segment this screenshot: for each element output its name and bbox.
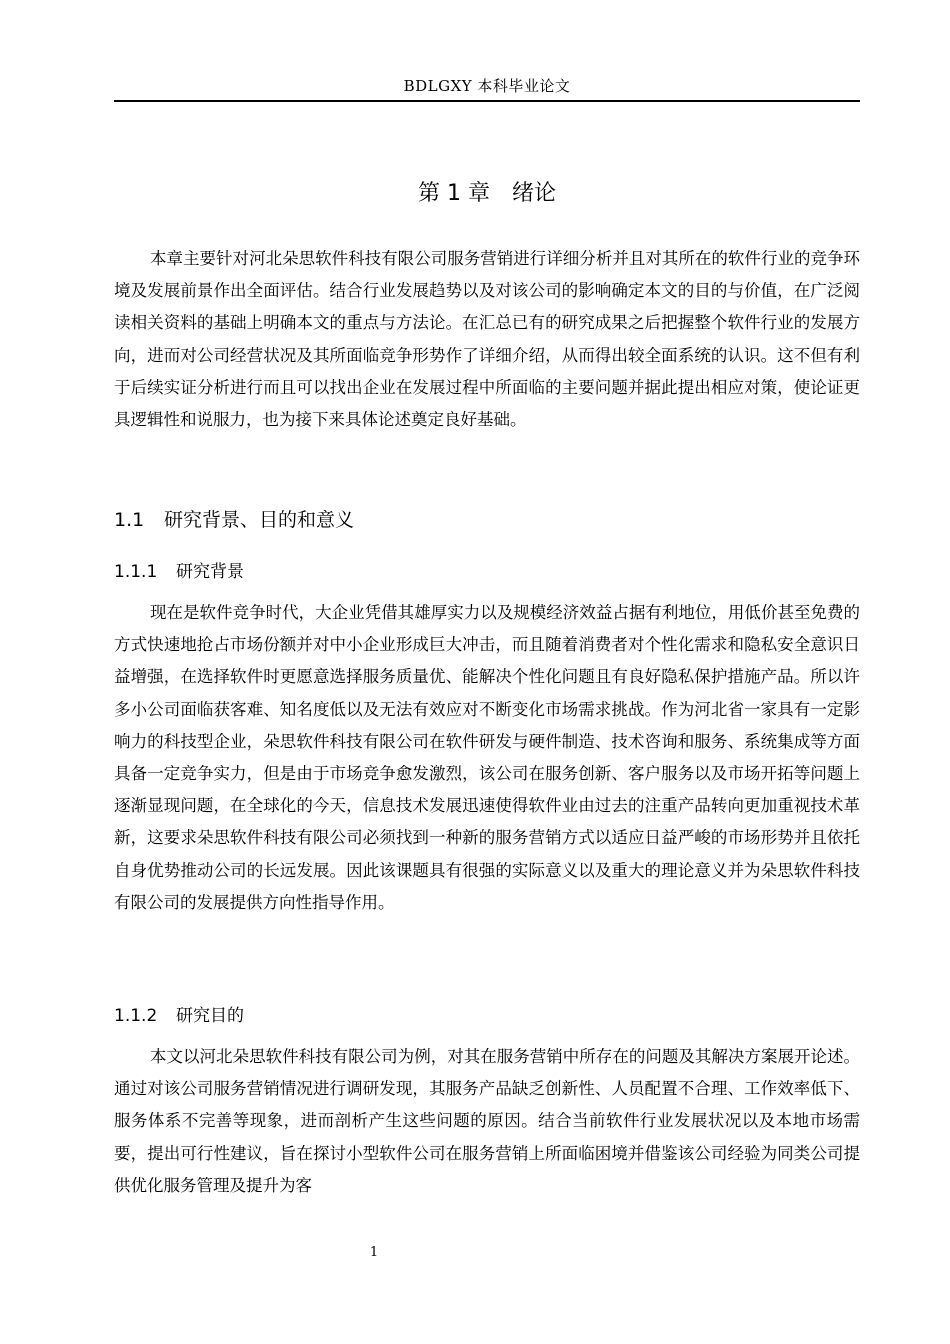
section-number: 1.1.2	[114, 1006, 158, 1026]
running-header: BDLGXY 本科毕业论文	[403, 77, 571, 95]
chapter-title-text: 绪论	[511, 181, 556, 206]
section-title: 研究背景、目的和意义	[164, 509, 355, 531]
section-heading-1-1-1	[114, 559, 860, 585]
chapter-title	[114, 178, 860, 210]
header-rule	[114, 100, 860, 102]
chapter-number: 第 1 章	[418, 181, 490, 206]
section-title: 研究目的	[176, 1006, 244, 1026]
intro-paragraph: 本章主要针对河北朵思软件科技有限公司服务营销进行详细分析并且对其所在的软件行业的竞争环境及发展前景作出全面评估。结合行业发展趋势以及对该公司的影响确定本文的目的与价值，在广泛阅读相关资料的基础上明确本文的重点与方法论。在汇总已有的研究成果之后把握整个软件行业的发展方向，进而对公司经营状况及其所面临竞争形势作了详细介绍，从而得出较全面系统的认识。这不但有利于后续实证分析进行而且可以找出企业在发展过程中所面临的主要问题并据此提出相应对策，使论证更具逻辑性和说服力，也为接下来具体论述奠定良好基础。	[114, 249, 860, 430]
background-paragraph: 现在是软件竞争时代，大企业凭借其雄厚实力以及规模经济效益占据有利地位，用低价甚至免费的方式快速地抢占市场份额并对中小企业形成巨大冲击，而且随着消费者对个性化需求和隐私安全意识日益增强，在选择软件时更愿意选择服务质量优、能解决个性化问题且有良好隐私保护措施产品。所以许多小公司面临获客难、知名度低以及无法有效应对不断变化市场需求挑战。作为河北省一家具有一定影响力的科技型企业，朵思软件科技有限公司在软件研发与硬件制造、技术咨询和服务、系统集成等方面具备一定竞争实力，但是由于市场竞争愈发激烈，该公司在服务创新、客户服务以及市场开拓等问题上逐渐显现问题，在全球化的今天，信息技术发展迅速使得软件业由过去的注重产品转向更加重视技术革新，这要求朵思软件科技有限公司必须找到一种新的服务营销方式以适应日益严峻的市场形势并且依托自身优势推动公司的长远发展。因此该课题具有很强的实际意义以及重大的理论意义并为朵思软件科技有限公司的发展提供方向性指导作用。	[114, 603, 860, 912]
section-title: 研究背景	[176, 562, 244, 582]
section-number: 1.1.1	[114, 562, 158, 582]
page-number: 1	[369, 1245, 379, 1260]
section-heading-1-1-2	[114, 1003, 860, 1029]
section-number: 1.1	[114, 509, 145, 531]
section-heading-1-1	[114, 506, 860, 534]
purpose-paragraph: 本文以河北朵思软件科技有限公司为例，对其在服务营销中所存在的问题及其解决方案展开论述。通过对该公司服务营销情况进行调研发现，其服务产品缺乏创新性、人员配置不合理、工作效率低下、服务体系不完善等现象，进而剖析产生这些问题的原因。结合当前软件行业发展状况以及本地市场需要，提出可行性建议，旨在探讨小型软件公司在服务营销上所面临困境并借鉴该公司经验为同类公司提供优化服务管理及提升为客	[114, 1047, 860, 1195]
